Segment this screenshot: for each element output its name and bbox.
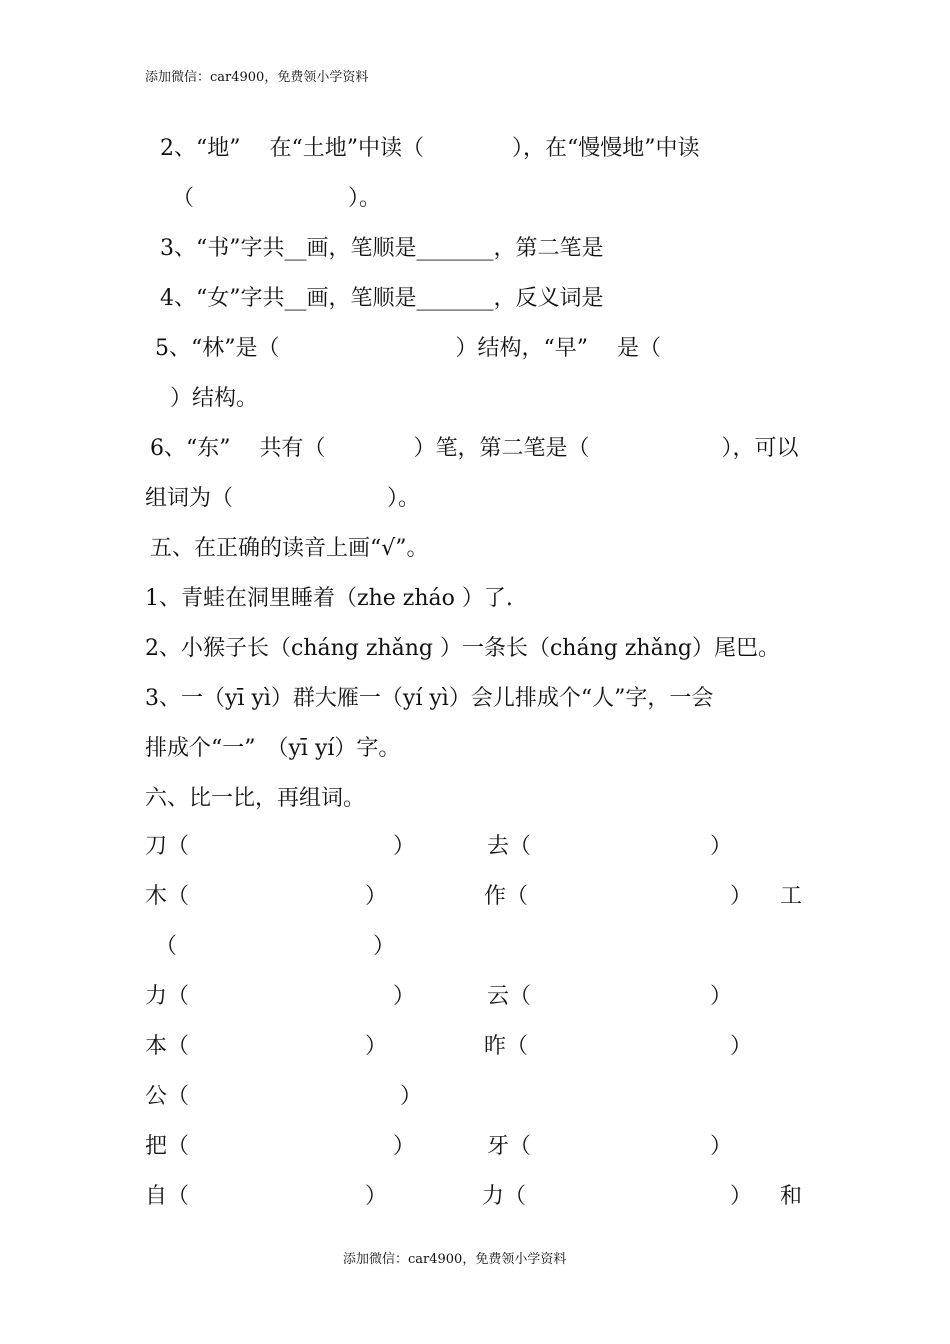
row7-char: 把（ — [145, 1134, 190, 1159]
row2-close: ） — [365, 884, 388, 909]
row5-char: 本（ — [145, 1034, 190, 1059]
q5-line2: ）结构。 — [170, 386, 259, 411]
row8-close2: ） — [730, 1184, 753, 1209]
row3-close: ） — [373, 934, 396, 959]
row2-close2: ） — [730, 884, 753, 909]
row8-close: ） — [365, 1184, 388, 1209]
row7-char2: 牙（ — [487, 1134, 532, 1159]
compare-row-8 — [0, 1184, 950, 1210]
page-footer: 添加微信：car4900，免费领小学资料 — [343, 1252, 567, 1267]
row1-close: ） — [393, 834, 416, 859]
row4-char2: 云（ — [487, 984, 532, 1009]
row7-close2: ） — [710, 1134, 733, 1159]
row1-char2: 去（ — [487, 834, 532, 859]
row3-open: （ — [155, 934, 178, 959]
compare-row-3 — [0, 934, 950, 960]
row4-close2: ） — [710, 984, 733, 1009]
row5-close: ） — [365, 1034, 388, 1059]
compare-row-5 — [0, 1034, 950, 1060]
page-header: 添加微信：car4900，免费领小学资料 — [145, 70, 369, 85]
compare-row-1 — [0, 834, 950, 860]
row8-char: 自（ — [145, 1184, 190, 1209]
q6-line1: 6、“东” 共有（ ）笔，第二笔是（ ），可以 — [150, 436, 799, 461]
row6-char: 公（ — [145, 1084, 190, 1109]
row7-close: ） — [393, 1134, 416, 1159]
compare-row-7 — [0, 1134, 950, 1160]
s5-q3-line2: 排成个“一” （yī yí）字。 — [145, 736, 401, 761]
row8-char2: 力（ — [482, 1184, 527, 1209]
compare-row-4 — [0, 984, 950, 1010]
row4-char: 力（ — [145, 984, 190, 1009]
row2-char: 木（ — [145, 884, 190, 909]
q5-line1: 5、“林”是（ ）结构，“早” 是（ — [155, 336, 661, 361]
q3-line: 3、“书”字共__画，笔顺是_______，第二笔是 — [160, 236, 604, 261]
s5-q1-line: 1、青蛙在洞里睡着（zhe zháo ）了. — [145, 586, 513, 611]
compare-row-2 — [0, 884, 950, 910]
row8-char3: 和 — [780, 1184, 803, 1209]
q2-line1: 2、“地” 在“土地”中读（ ），在“慢慢地”中读 — [160, 136, 700, 161]
row1-close2: ） — [710, 834, 733, 859]
row6-close: ） — [400, 1084, 423, 1109]
q6-line2: 组词为（ ）。 — [145, 486, 421, 511]
section5-title: 五、在正确的读音上画“√”。 — [150, 536, 429, 561]
compare-row-6 — [0, 1084, 950, 1110]
row1-char: 刀（ — [145, 834, 190, 859]
row5-close2: ） — [730, 1034, 753, 1059]
row4-close: ） — [393, 984, 416, 1009]
q2-line2: （ ）。 — [172, 186, 382, 211]
row2-char3: 工 — [780, 884, 803, 909]
row2-char2: 作（ — [484, 884, 529, 909]
s5-q2-line: 2、小猴子长（cháng zhǎng ）一条长（cháng zhǎng）尾巴。 — [145, 636, 780, 661]
q4-line: 4、“女”字共__画，笔顺是_______，反义词是 — [160, 286, 604, 311]
s5-q3-line1: 3、一（yī yì）群大雁一（yí yì）会儿排成个“人”字，一会 — [145, 686, 714, 711]
section6-title: 六、比一比，再组词。 — [145, 786, 366, 811]
row5-char2: 昨（ — [484, 1034, 529, 1059]
